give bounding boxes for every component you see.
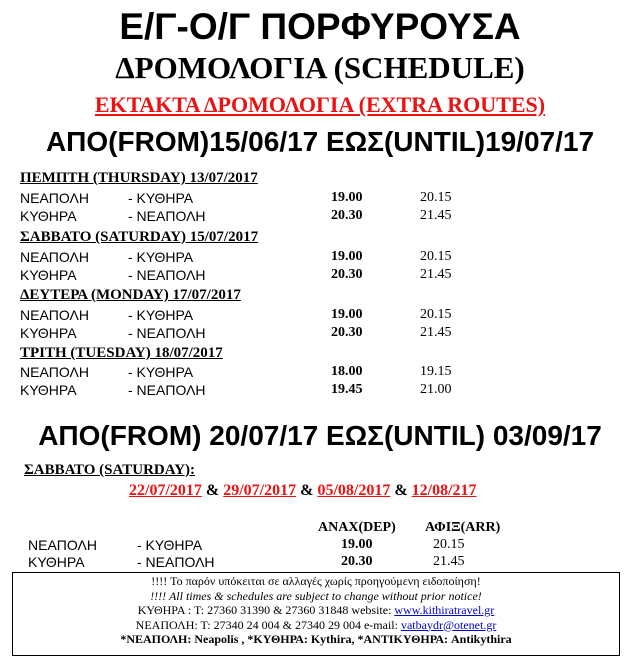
kythira-website-link[interactable]: www.kithiratravel.gr [394, 603, 495, 617]
arrival-time: 20.15 [420, 307, 452, 322]
departure-time: 20.30 [331, 267, 363, 282]
arrival-time: 20.15 [420, 249, 452, 264]
route-to: - ΚΥΘΗΡΑ [128, 307, 194, 323]
day-heading-tuesday: ΤΡΙΤΗ (TUESDAY) 18/07/2017 [20, 345, 223, 361]
ampersand: & [205, 482, 220, 499]
footer-notice [12, 572, 620, 656]
departure-time: 20.30 [331, 325, 363, 340]
departure-time: 19.00 [331, 249, 363, 264]
period2-title: ΑΠΟ(FROM) 20/07/17 ΕΩΣ(UNTIL) 03/09/17 [38, 420, 602, 451]
route-from: ΚΥΘΗΡΑ [28, 554, 85, 570]
arrival-time: 21.45 [420, 267, 452, 282]
departure-time: 19.00 [341, 537, 373, 552]
ampersand: & [300, 482, 314, 499]
route-from: ΝΕΑΠΟΛΗ [20, 307, 89, 323]
neapoli-contact-text: ΝΕΑΠΟΛΗ: Τ: 27340 24 004 & 27340 29 004 e-mail: [135, 617, 401, 632]
day-heading-saturday: ΣΑΒΒΑΤΟ (SATURDAY) 15/07/2017 [20, 229, 259, 245]
extra-routes-title: ΕΚΤΑΚΤΑ ΔΡΟΜΟΛΟΓΙΑ (EXTRA ROUTES) [94, 92, 546, 117]
route-to: - ΝΕΑΠΟΛΗ [128, 325, 206, 341]
route-to: - ΚΥΘΗΡΑ [137, 537, 203, 553]
departure-time: 19.00 [331, 307, 363, 322]
date-1: 22/07/2017 [129, 482, 202, 499]
route-from: ΝΕΑΠΟΛΗ [20, 364, 89, 380]
departure-time: 19.00 [331, 190, 363, 205]
notice-greek: !!!! Το παρόν υπόκειται σε αλλαγές χωρίς προηγούμενη ειδοποίηση! [151, 574, 481, 588]
arrival-time: 20.15 [420, 190, 452, 205]
neapoli-email-link[interactable]: vatbaydr@otenet.gr [400, 617, 497, 632]
departure-time: 18.00 [331, 364, 363, 379]
arrival-time: 21.45 [433, 554, 465, 569]
ampersand: & [394, 482, 408, 499]
route-to: - ΝΕΑΠΟΛΗ [128, 382, 206, 398]
departure-time: 20.30 [331, 208, 363, 223]
route-to: - ΚΥΘΗΡΑ [128, 364, 194, 380]
period1-title: ΑΠΟ(FROM)15/06/17 ΕΩΣ(UNTIL)19/07/17 [45, 126, 595, 157]
schedule-title: ΔΡΟΜΟΛΟΓΙΑ (SCHEDULE) [115, 50, 525, 85]
company-title: Ε/Γ-Ο/Γ ΠΟΡΦΥΡΟΥΣΑ [119, 6, 521, 47]
neapoli-contact [13, 618, 619, 633]
route-to: - ΝΕΑΠΟΛΗ [128, 208, 206, 224]
day-heading-saturday-period2: ΣΑΒΒΑΤΟ (SATURDAY): [24, 462, 196, 478]
route-from: ΝΕΑΠΟΛΗ [20, 190, 89, 206]
route-to: - ΚΥΘΗΡΑ [128, 249, 194, 265]
route-to: - ΚΥΘΗΡΑ [128, 190, 194, 206]
kythira-contact [13, 603, 619, 618]
kythira-contact-text: ΚΥΘΗΡΑ : Τ: 27360 31390 & 27360 31848 website: [137, 603, 395, 617]
departure-header: ΑΝΑΧ(DEP) [318, 520, 396, 535]
arrival-time: 21.00 [420, 382, 452, 397]
day-heading-monday: ΔΕΥΤΕΡΑ (MONDAY) 17/07/2017 [20, 287, 241, 303]
place-legend: *ΝΕΑΠΟΛΗ: Neapolis , *ΚΥΘΗΡΑ: Kythira, *ΑΝΤΙΚΥΘΗΡΑ: Antikythira [120, 632, 512, 646]
route-from: ΚΥΘΗΡΑ [20, 208, 77, 224]
arrival-time: 19.15 [420, 364, 452, 379]
route-from: ΚΥΘΗΡΑ [20, 382, 77, 398]
arrival-time: 21.45 [420, 325, 452, 340]
route-from: ΝΕΑΠΟΛΗ [28, 537, 97, 553]
saturday-dates [129, 482, 477, 500]
arrival-time: 21.45 [420, 208, 452, 223]
day-heading-thursday: ΠΕΜΠΤΗ (THURSDAY) 13/07/2017 [20, 170, 258, 186]
arrival-time: 20.15 [433, 537, 465, 552]
date-4: 12/08/217 [411, 482, 477, 499]
arrival-header: ΑΦΙΞ(ARR) [425, 520, 501, 535]
route-from: ΝΕΑΠΟΛΗ [20, 249, 89, 265]
route-to: - ΝΕΑΠΟΛΗ [128, 267, 206, 283]
route-from: ΚΥΘΗΡΑ [20, 267, 77, 283]
date-3: 05/08/2017 [317, 482, 391, 499]
departure-time: 19.45 [331, 382, 363, 397]
departure-time: 20.30 [341, 554, 373, 569]
route-from: ΚΥΘΗΡΑ [20, 325, 77, 341]
date-2: 29/07/2017 [223, 482, 297, 499]
notice-english: !!!! All times & schedules are subject to change without prior notice! [150, 588, 482, 603]
route-to: - ΝΕΑΠΟΛΗ [137, 554, 215, 570]
